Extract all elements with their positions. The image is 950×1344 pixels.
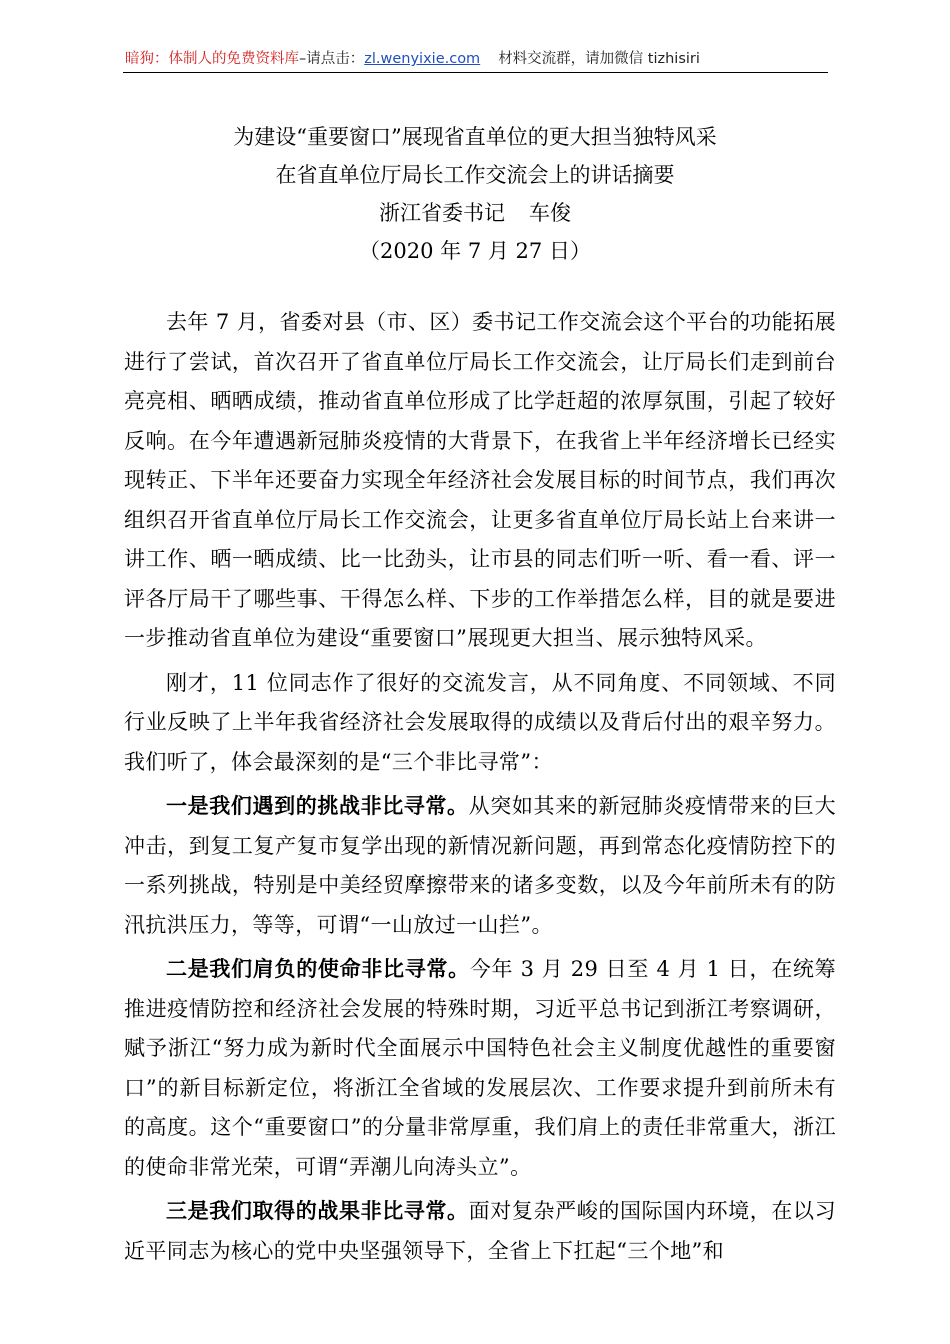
paragraph-text: 刚才，11 位同志作了很好的交流发言，从不同角度、不同领域、不同行业反映了上半年我省经济社会发展取得的成绩以及背后付出的艰辛努力。我们听了，体会最深刻的是“三个非比寻常”： [124,670,836,774]
paragraph-text: 今年 3 月 29 日至 4 月 1 日，在统筹推进疫情防控和经济社会发展的特殊时期，习近平总书记到浙江考察调研，赋予浙江“努力成为新时代全面展示中国特色社会主义制度优越性的重要窗口”的新目标新定位，将浙江全省域的发展层次、工作要求提升到前所未有的高度。这个“重要窗口”的分量非常厚重，我们肩上的责任非常重大，浙江的使命非常光荣，可谓“弄潮儿向涛头立”。 [124,957,836,1179]
document-subtitle: 在省直单位厅局长工作交流会上的讲话摘要 [275,163,675,187]
paragraph [124,1191,836,1271]
document-date: （2020 年 7 月 27 日） [359,239,591,263]
paragraph-text: 去年 7 月，省委对县（市、区）委书记工作交流会这个平台的功能拓展进行了尝试，首次召开了省直单位厅局长工作交流会，让厅局长们走到前台亮亮相、晒晒成绩，推动省直单位形成了比学赶超的浓厚氛围，引起了较好反响。在今年遭遇新冠肺炎疫情的大背景下，在我省上半年经济增长已经实现转正、下半年还要奋力实现全年经济社会发展目标的时间节点，我们再次组织召开省直单位厅局长工作交流会，让更多省直单位厅局长站上台来讲一讲工作、晒一晒成绩、比一比劲头，让市县的同志们听一听、看一看、评一评各厅局干了哪些事、干得怎么样、下步的工作举措怎么样，目的就是要进一步推动省直单位为建设“重要窗口”展现更大担当、展示独特风采。 [124,310,836,650]
author-org: 浙江省委书记 [379,201,505,225]
header-prompt: –请点击： [299,51,365,67]
document-title: 为建设“重要窗口”展现省直单位的更大担当独特风采 [233,125,717,149]
document-title-block [0,118,950,270]
paragraph [124,302,836,659]
header-brand: 暗狗：体制人的免费资料库 [125,51,299,67]
paragraph-lead: 二是我们肩负的使命非比寻常。 [166,956,470,981]
paragraph [124,786,836,945]
paragraph [124,663,836,783]
paragraph-lead: 一是我们遇到的挑战非比寻常。 [166,793,469,818]
document-body [124,302,836,1275]
header-contact: 材料交流群，请加微信 tizhisiri [498,51,700,67]
paragraph-text: 从突如其来的新冠肺炎疫情带来的巨大冲击，到复工复产复市复学出现的新情况新问题，再到常态化疫情防控下的一系列挑战，特别是中美经贸摩擦带来的诸多变数，以及今年前所未有的防汛抗洪压力，等等，可谓“一山放过一山拦”。 [124,794,836,937]
paragraph-lead: 三是我们取得的战果非比寻常。 [166,1198,469,1223]
header-link[interactable]: zl.wenyixie.com [364,51,481,67]
document-author [0,194,950,232]
author-name: 车俊 [529,201,571,225]
paragraph-text: 面对复杂严峻的国际国内环境，在以习近平同志为核心的党中央坚强领导下，全省上下扛起“三个地”和 [124,1199,836,1263]
header-divider [123,72,828,73]
page-header [125,46,825,72]
paragraph [124,949,836,1187]
